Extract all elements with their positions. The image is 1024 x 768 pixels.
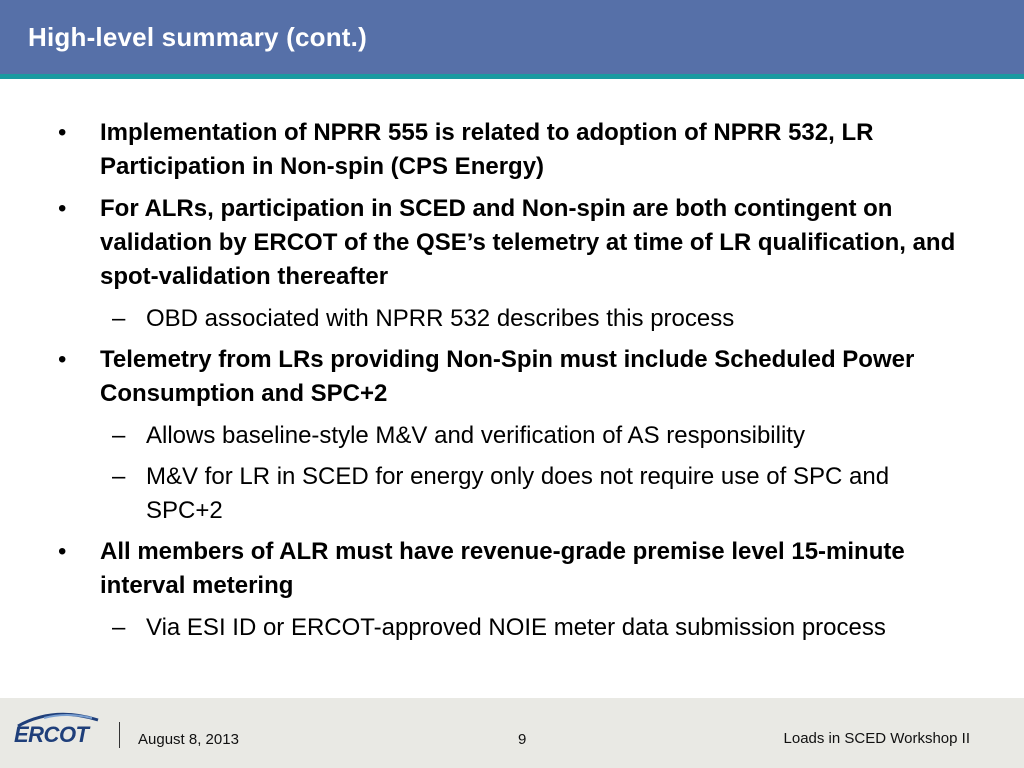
title-bar bbox=[0, 0, 1024, 74]
dash-marker: – bbox=[112, 305, 126, 332]
footer-separator bbox=[119, 722, 120, 748]
ercot-logo bbox=[14, 710, 100, 750]
bullet-text: Telemetry from LRs providing Non-Spin must include Scheduled Power Consumption and SPC+2 bbox=[100, 346, 915, 407]
title-divider bbox=[0, 74, 1024, 79]
bullet-item bbox=[58, 192, 970, 294]
dash-marker: – bbox=[112, 463, 126, 490]
sub-bullet-item bbox=[112, 460, 946, 528]
bullet-item bbox=[58, 343, 970, 411]
sub-bullet-item bbox=[112, 419, 946, 453]
dash-marker: – bbox=[112, 422, 126, 449]
footer-date: August 8, 2013 bbox=[138, 731, 239, 748]
slide-title: High-level summary (cont.) bbox=[28, 22, 367, 52]
dash-marker: – bbox=[112, 614, 126, 641]
bullet-marker: • bbox=[58, 346, 67, 373]
bullet-list bbox=[0, 116, 1024, 652]
bullet-marker: • bbox=[58, 195, 67, 222]
bullet-item bbox=[58, 116, 970, 184]
bullet-text: All members of ALR must have revenue-grade premise level 15-minute interval metering bbox=[100, 538, 905, 599]
sub-bullet-text: M&V for LR in SCED for energy only does not require use of SPC and SPC+2 bbox=[146, 463, 890, 524]
sub-bullet-text: OBD associated with NPRR 532 describes this process bbox=[146, 305, 735, 332]
page-number: 9 bbox=[518, 731, 527, 748]
sub-bullet-item bbox=[112, 611, 946, 645]
bullet-text: Implementation of NPRR 555 is related to adoption of NPRR 532, LR Participation in Non-spin (CPS Energy) bbox=[100, 119, 874, 180]
bullet-marker: • bbox=[58, 538, 67, 565]
logo-text: ERCOT bbox=[14, 722, 89, 747]
sub-bullet-item bbox=[112, 302, 946, 336]
bullet-text: For ALRs, participation in SCED and Non-spin are both contingent on validation by ERCOT of the QSE’s telemetry at time of LR qualification, and spot-validation thereafter bbox=[100, 195, 956, 290]
sub-bullet-text: Allows baseline-style M&V and verification of AS responsibility bbox=[146, 422, 805, 449]
bullet-item bbox=[58, 535, 970, 603]
sub-bullet-text: Via ESI ID or ERCOT-approved NOIE meter data submission process bbox=[146, 614, 886, 641]
slide-footer bbox=[0, 698, 1024, 768]
footer-event-name: Loads in SCED Workshop II bbox=[783, 730, 970, 747]
bullet-marker: • bbox=[58, 119, 67, 146]
